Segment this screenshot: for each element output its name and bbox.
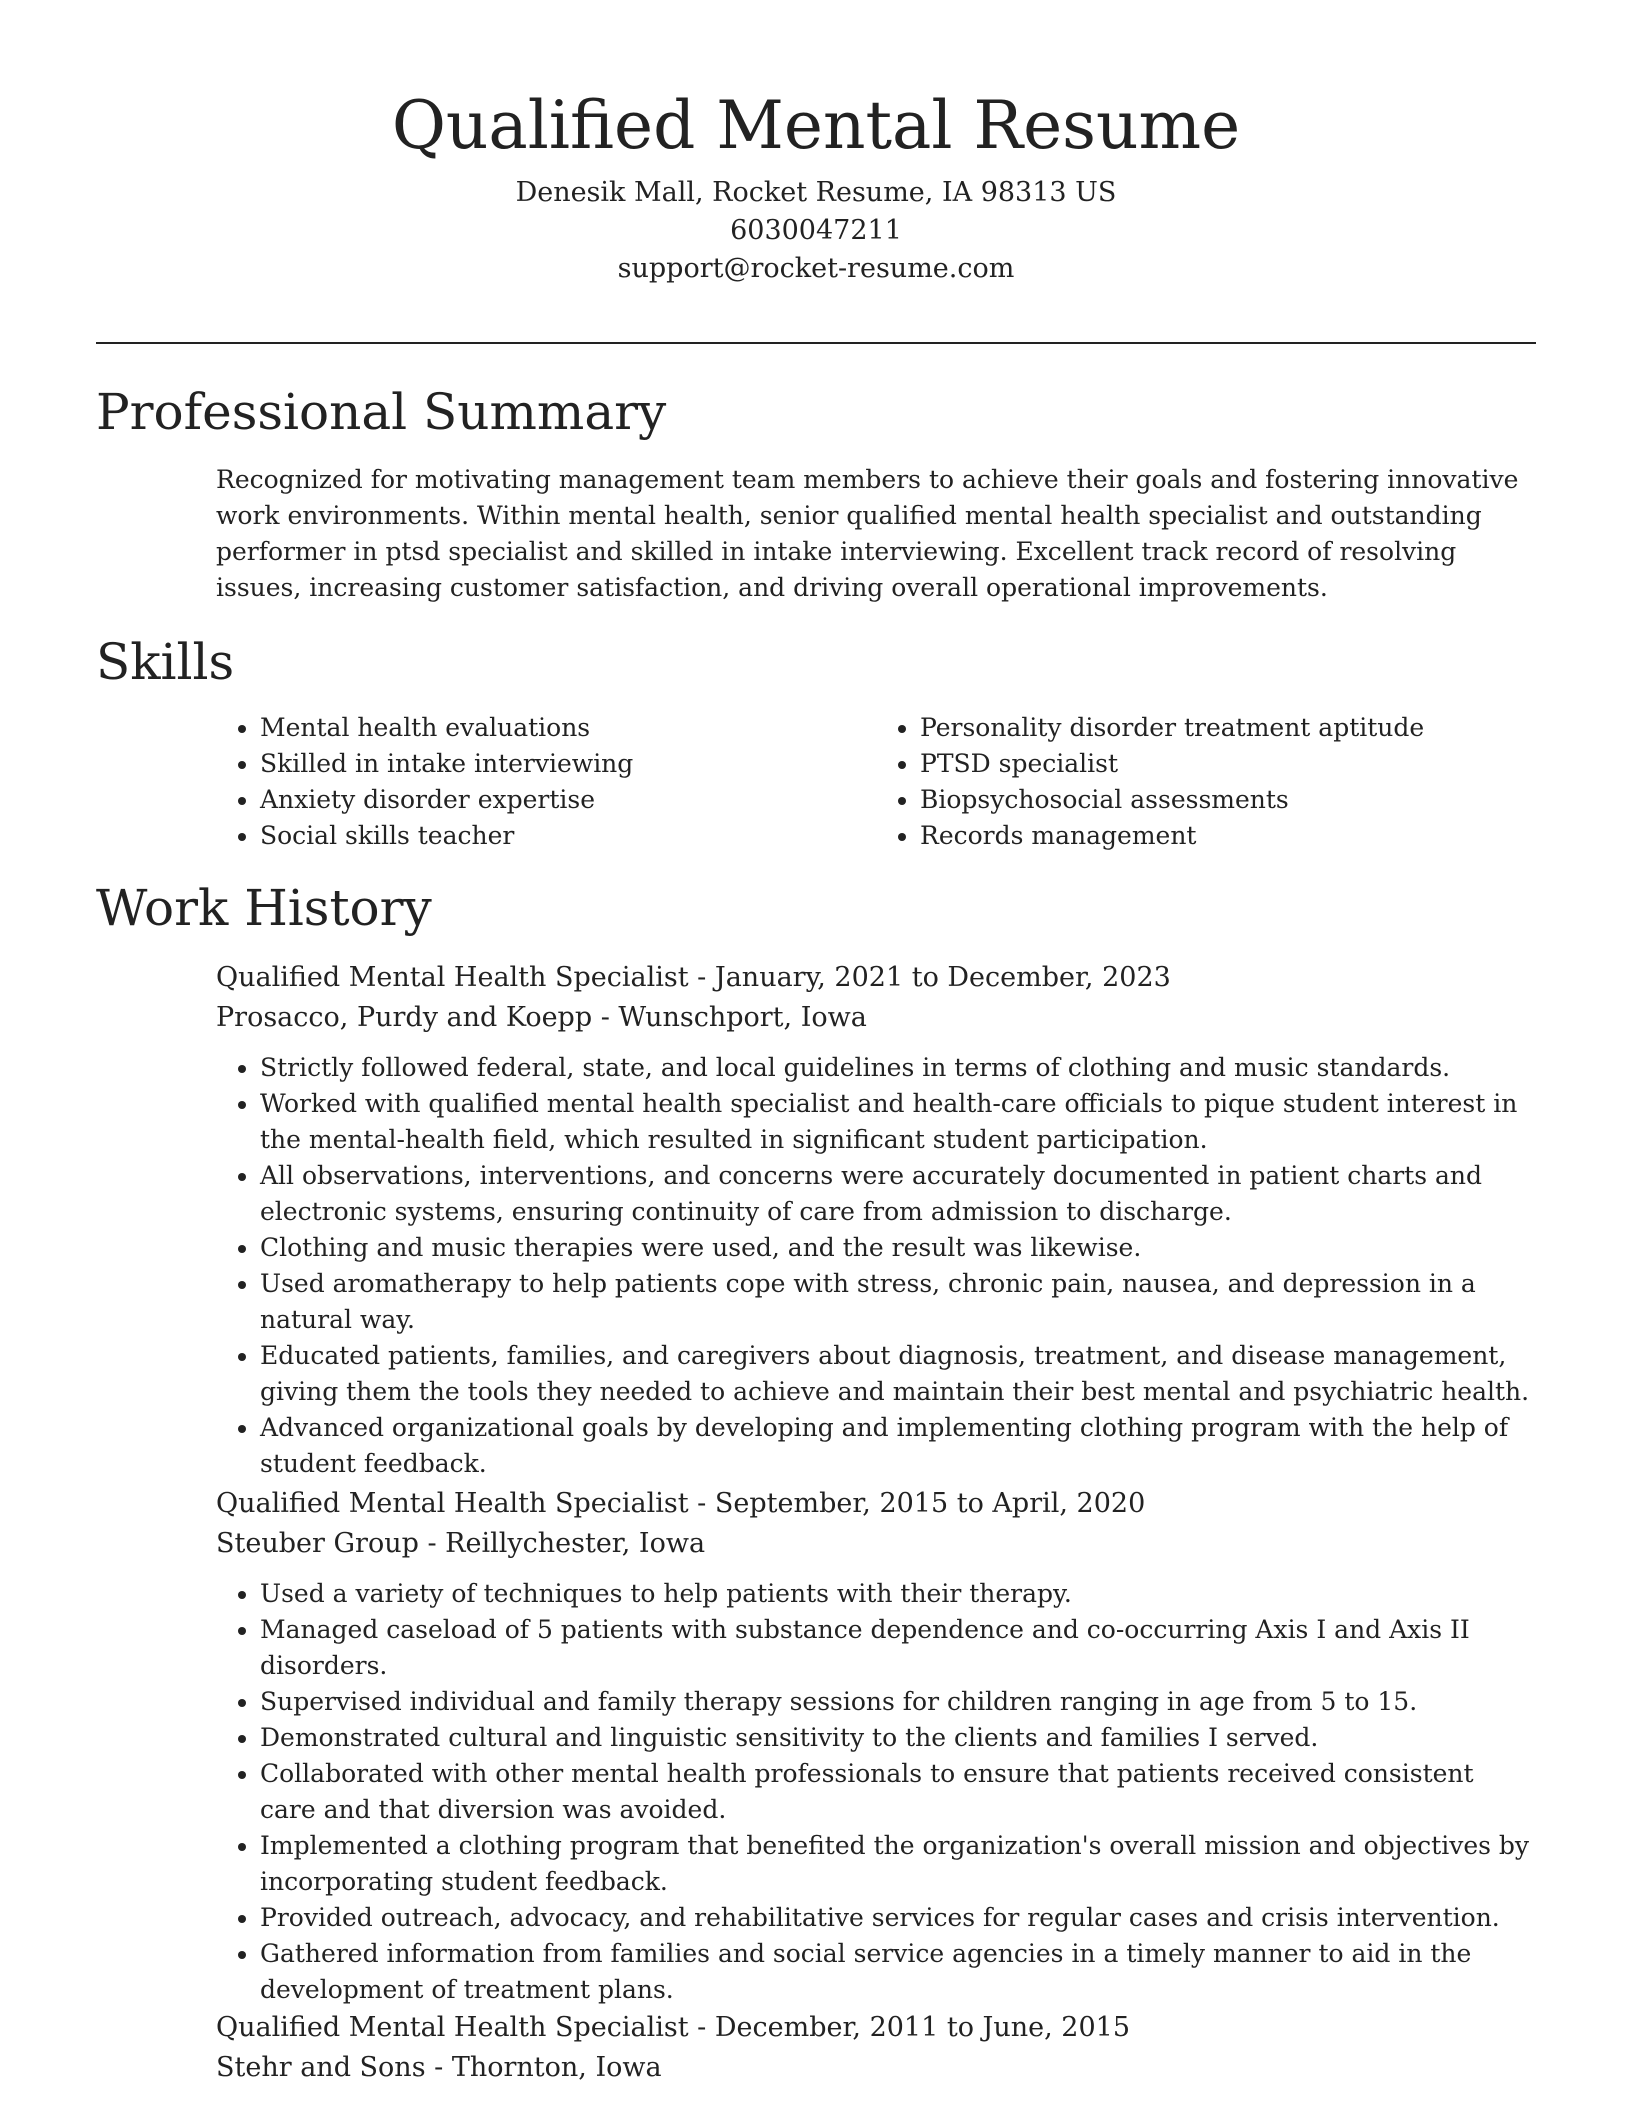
skill-item: • Records management bbox=[920, 818, 1536, 854]
job-company: Prosacco, Purdy and Koepp bbox=[216, 1002, 593, 1033]
job-company: Stehr and Sons bbox=[216, 2052, 426, 2083]
job-dates: - December, 2011 to June, 2015 bbox=[688, 2012, 1131, 2043]
job-title: Qualified Mental Health Specialist bbox=[216, 2012, 689, 2043]
skills-column-left bbox=[216, 710, 876, 854]
job-bullet: • Provided outreach, advocacy, and rehabilitative services for regular cases and crisis intervention. bbox=[260, 1900, 1536, 1936]
job-entry-3 bbox=[216, 2008, 1536, 2088]
job-bullet: • Demonstrated cultural and linguistic sensitivity to the clients and families I served. bbox=[260, 1720, 1536, 1756]
header-divider bbox=[96, 342, 1536, 344]
contact-address: Denesik Mall, Rocket Resume, IA 98313 US bbox=[515, 177, 1117, 208]
contact-email: support@rocket-resume.com bbox=[617, 253, 1015, 284]
skill-item: • Anxiety disorder expertise bbox=[260, 782, 876, 818]
job-bullet: • Educated patients, families, and caregivers about diagnosis, treatment, and disease management, giving them the tools they needed to achieve and maintain their best mental and psychiatric health. bbox=[260, 1338, 1536, 1410]
job-location: - Wunschport, Iowa bbox=[592, 1002, 867, 1033]
skill-item: • Personality disorder treatment aptitude bbox=[920, 710, 1536, 746]
skill-item: • Mental health evaluations bbox=[260, 710, 876, 746]
job-bullet: • Managed caseload of 5 patients with substance dependence and co-occurring Axis I and Axis II disorders. bbox=[260, 1612, 1536, 1684]
skill-item: • Skilled in intake interviewing bbox=[260, 746, 876, 782]
job-title-line bbox=[216, 958, 1536, 998]
job-title: Qualified Mental Health Specialist bbox=[216, 1488, 689, 1519]
job-location: - Reillychester, Iowa bbox=[418, 1528, 706, 1559]
job-entry-1 bbox=[216, 958, 1536, 1482]
job-bullet: • Used aromatherapy to help patients cope with stress, chronic pain, nausea, and depression in a natural way. bbox=[260, 1266, 1536, 1338]
job-company-line bbox=[216, 2048, 1536, 2088]
job-bullet: • Collaborated with other mental health professionals to ensure that patients received consistent care and that diversion was avoided. bbox=[260, 1756, 1536, 1828]
skills-list bbox=[216, 710, 1536, 854]
contact-info bbox=[96, 174, 1536, 288]
job-location: - Thornton, Iowa bbox=[425, 2052, 662, 2083]
job-company: Steuber Group bbox=[216, 1528, 419, 1559]
skill-item: • Social skills teacher bbox=[260, 818, 876, 854]
job-title-line bbox=[216, 2008, 1536, 2048]
job-entry-2 bbox=[216, 1484, 1536, 2008]
job-bullet: • Used a variety of techniques to help patients with their therapy. bbox=[260, 1576, 1536, 1612]
job-title: Qualified Mental Health Specialist bbox=[216, 962, 689, 993]
job-bullet: • Gathered information from families and social service agencies in a timely manner to aid in the development of treatment plans. bbox=[260, 1936, 1536, 2008]
job-bullet: • All observations, interventions, and concerns were accurately documented in patient charts and electronic systems, ensuring continuity of care from admission to discharge. bbox=[260, 1158, 1536, 1230]
contact-phone: 6030047211 bbox=[730, 215, 902, 246]
job-company-line bbox=[216, 998, 1536, 1038]
job-bullets bbox=[216, 1576, 1536, 2008]
job-bullets bbox=[216, 1050, 1536, 1482]
job-company-line bbox=[216, 1524, 1536, 1564]
skill-item: • PTSD specialist bbox=[920, 746, 1536, 782]
job-bullet: • Strictly followed federal, state, and local guidelines in terms of clothing and music standards. bbox=[260, 1050, 1536, 1086]
work-history-heading: Work History bbox=[96, 879, 432, 937]
skill-item: • Biopsychosocial assessments bbox=[920, 782, 1536, 818]
job-bullet: • Clothing and music therapies were used, and the result was likewise. bbox=[260, 1230, 1536, 1266]
skills-column-right bbox=[876, 710, 1536, 854]
job-dates: - September, 2015 to April, 2020 bbox=[688, 1488, 1146, 1519]
job-bullet: • Worked with qualified mental health specialist and health-care officials to pique student interest in the mental-health field, which resulted in significant student participation. bbox=[260, 1086, 1536, 1158]
job-bullet: • Supervised individual and family therapy sessions for children ranging in age from 5 to 15. bbox=[260, 1684, 1536, 1720]
job-bullet: • Implemented a clothing program that benefited the organization's overall mission and objectives by incorporating student feedback. bbox=[260, 1828, 1536, 1900]
skills-heading: Skills bbox=[96, 633, 235, 691]
job-bullet: • Advanced organizational goals by developing and implementing clothing program with the help of student feedback. bbox=[260, 1410, 1536, 1482]
job-title-line bbox=[216, 1484, 1536, 1524]
resume-name: Qualified Mental Resume bbox=[391, 87, 1241, 164]
summary-text: Recognized for motivating management team members to achieve their goals and fostering innovative work environments. Within mental health, senior qualified mental health specialist and outstanding performer in ptsd specialist and skilled in intake interviewing. Excellent track record of resolving issues, increasing customer satisfaction, and driving overall operational improvements. bbox=[216, 465, 1519, 602]
summary-heading: Professional Summary bbox=[96, 383, 667, 441]
job-dates: - January, 2021 to December, 2023 bbox=[688, 962, 1171, 993]
resume-header bbox=[96, 84, 1536, 288]
